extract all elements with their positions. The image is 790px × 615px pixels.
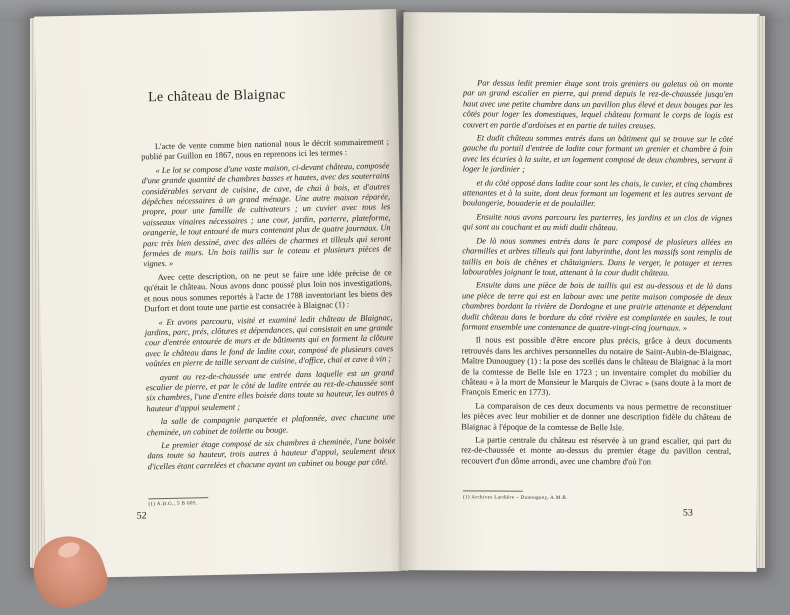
footnote: (1) Archives Lardière – Dunouguey, A.M.B. [462, 495, 568, 501]
paragraph: Avec cette description, on ne peut se faire une idée précise de ce qu'était le château. Nous avons donc poussé plus loin nos investigations, et nous nous sommes reportés à l'acte de 1788 inventoriant les biens des Durfort et dont toute une partie est consacrée à Blaignac (1) : [143, 268, 393, 314]
paragraph: Il nous est possible d'être encore plus précis, grâce à deux documents retrouvés dans les archives personnelles du notaire de Saint-Aubin-de-Blaignac, Maître Dunouguey (1) : la pose des scellés dans le château de Blaignac à la mort de la comtesse de Belle Isle en 1723 ; un inventaire complet du mobilier du château « à la mort de Monsieur le Marquis de Civrac » (sans doute à la mort de François Emeric en 1773). [461, 335, 732, 398]
right-page [401, 12, 760, 572]
paragraph: la salle de compagnie parquetée et plafonnée, avec chacune une cheminée, un cabinet de toilette ou bouge. [146, 412, 395, 437]
paragraph: De là nous sommes entrés dans le parc composé de plusieurs allées en charmilles et arbres tilleuls qui font labyrinthe, dont les massifs sont remplis de taillis en bois de chênes et châtaigniers. Dans le verger, le potager et terres labourables joignant le tout, attenant à la cour dudit château. [462, 236, 733, 278]
left-page-text [141, 137, 396, 475]
page-number: 52 [136, 510, 147, 522]
chapter-title: Le château de Blaignac [147, 87, 286, 106]
paragraph: La partie centrale du château est réservée à un grand escalier, qui part du rez-de-chaussée et monte au-dessus du premier étage du pavillon central, recouvert d'un dôme arrondi, avec une chambre d'où l'on [461, 435, 732, 467]
page-edges-right [757, 16, 765, 568]
paragraph: Ensuite nous avons parcouru les parterres, les jardins et un clos de vignes qui sont au couchant et au midi dudit château. [462, 212, 733, 233]
paragraph: Et dudit château sommes entrés dans un bâtiment qui se trouve sur le côté gauche du portail d'entrée de ladite cour formant un grenier et chambre à foin avec les écuries à la suite, et un logement composé de deux chambres, servant à loger le jardinier ; [462, 133, 733, 174]
paragraph: Par dessus ledit premier étage sont trois greniers ou galetas où on monte par un grand escalier en pierre, qui prend depuis le rez-de-chaussée jusqu'en haut avec une petite chambre dans un pavillon plus élevé et deux bouges par les côtés pour loger les domestiques, lequel château formant le corps de logis est couvert en partie d'ardoises et en partie de tuiles creuses. [462, 78, 734, 131]
paragraph: Le premier étage composé de six chambres à cheminée, l'une boisée dans toute sa hauteur, trois autres à hauteur d'appui, seulement deux d'icelles étant carrelées et chacune ayant un cabinet ou bouge par côté. [147, 436, 396, 472]
paragraph: « Et avons parcouru, visité et examiné ledit château de Blaignac, jardins, parc, prés, clôtures et dépendances, qui consistait en une grande cour d'entrée entourée de murs et de bâtiments qui en forment la clôture avec le château dans le fond de ladite cour, composé de plusieurs caves voûtées en pierre de taille servant de cuisine, d'office, chai et cave à vin ; [144, 312, 394, 369]
footnote: (1) A.D.G., 5 B 605. [148, 501, 198, 508]
paragraph: « Le lot se compose d'une vaste maison, ci-devant château, composée d'une grande quantité de chambres basses et hautes, avec des souterrains considérables servant de cuisine, de cave, de chai à bois, et d'autres dépêches nécessaires à un grand ménage. Une autre maison réparée, propre, pour une famille de cultivateurs ; un cuvier avec tous les vaisseaux vinaires nécessaires ; une cour, jardin, parterre, plateforme, orangerie, le tout entouré de murs contenant plus de quatre journaux. Un parc très bien dessiné, avec des allées de charmes et tilleuls qui seront fermées de murs. Un bois taillis sur le coteau et plusieurs pièces de vignes. » [141, 161, 392, 269]
footnote-rule [463, 490, 523, 491]
paragraph: et du côté opposé dans ladite cour sont les chais, le cuvier, et cinq chambres attenantes et à la suite, dont deux formant un logement et les autres servant de boulangerie, bouaderie et de poulailler. [462, 178, 733, 209]
paragraph: La comparaison de ces deux documents va nous permettre de reconstituer les pièces avec leur mobilier et de donner une description fidèle du château de Blaignac à l'époque de la comtesse de Belle Isle. [461, 401, 732, 432]
footnote-rule [148, 497, 208, 499]
paragraph: L'acte de vente comme bien national nous le décrit sommairement ; publié par Guillon en 1867, nous en reprenons ici les termes : [141, 137, 389, 162]
left-page [34, 9, 408, 578]
paragraph: ayant au rez-de-chaussée une entrée dans laquelle est un grand escalier de pierre, et par le côté de ladite entrée au rez-de-chaussée sont six chambres, l'une d'entre elles boisée dans toute sa hauteur, les autres à hauteur d'appui seulement ; [145, 367, 395, 414]
page-number: 53 [682, 507, 693, 519]
paragraph: Ensuite dans une pièce de bois de taillis qui est au-dessous et de là dans une pièce de terre qui est en labour avec une petite maison composée de deux chambres bordant la rivière de Dordogne et une prairie attenante et dépendant dudit château dans le bordure du côté rivière est complantée en saules, le tout formant ensemble une contenance de quatre-vingt-cinq journaux. » [461, 280, 733, 333]
right-page-text [461, 78, 733, 471]
